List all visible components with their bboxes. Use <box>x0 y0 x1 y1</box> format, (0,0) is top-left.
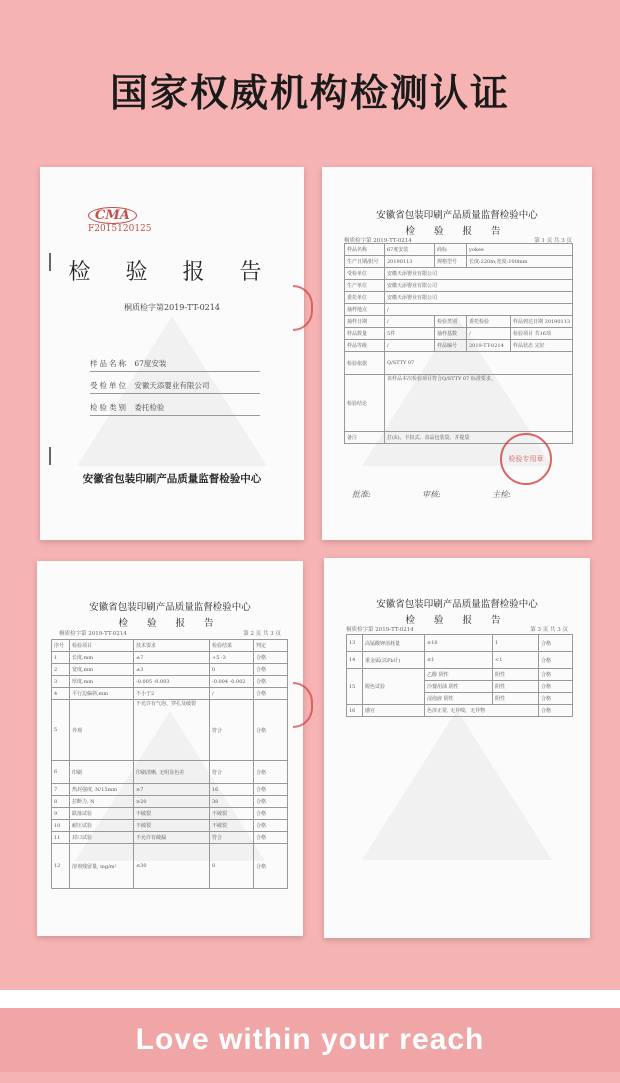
org-title: 安徽省包装印刷产品质量监督检验中心 <box>89 602 251 613</box>
table-cell: 7 <box>52 784 70 796</box>
footer-slogan: Love within your reach <box>135 1023 485 1056</box>
table-cell: 1 <box>493 635 539 652</box>
report-number: 桐质检字第 2019-TT-0214 <box>59 631 127 637</box>
table-row <box>345 328 573 340</box>
footer-banner <box>0 1008 620 1072</box>
report-title: 检 验 报 告 <box>68 260 276 285</box>
table-cell: 12 <box>52 844 70 889</box>
table-cell: 检验依据 <box>345 352 385 375</box>
table-row <box>345 304 573 316</box>
table-cell: 合格 <box>254 761 288 784</box>
table-cell: 样品状态 完好 <box>511 340 573 352</box>
table-cell: 合格 <box>254 652 288 664</box>
table-cell: 宽度,mm <box>70 664 134 676</box>
table-cell: 重金属(以Pb计) <box>363 652 425 669</box>
page-number: 第 2 页 共 3 页 <box>243 631 281 637</box>
table-row <box>345 268 573 280</box>
table-cell: 合格 <box>539 705 573 717</box>
table-cell: 检验类别 <box>435 316 467 328</box>
table-cell: 厚度,mm <box>70 676 134 688</box>
table-cell: 拉断力, N <box>70 796 134 808</box>
table-cell: / <box>385 340 435 352</box>
table-row <box>345 375 573 432</box>
table-cell: 浸泡液 阴性 <box>425 693 493 705</box>
table-cell: 样品名称 <box>345 244 385 256</box>
table-row <box>52 664 288 676</box>
table-cell: 检验项目 共16项 <box>511 328 573 340</box>
table-cell: 乙醇 阴性 <box>425 669 493 681</box>
page-heading: 国家权威机构检测认证 <box>109 71 510 115</box>
table-cell: 抽样地点 <box>345 304 385 316</box>
report-page-1 <box>322 167 592 540</box>
table-cell: 8 <box>210 844 254 889</box>
table-cell: 0 <box>210 664 254 676</box>
table-cell: ≥7 <box>134 784 210 796</box>
report-title: 检 验 报 告 <box>405 615 509 626</box>
table-cell: -0.005 -0.003 <box>134 676 210 688</box>
table-cell: 受检单位 <box>345 268 385 280</box>
table-row <box>52 676 288 688</box>
table-row <box>52 832 288 844</box>
table-cell: 1 <box>52 652 70 664</box>
table-cell: 合格 <box>539 681 573 693</box>
table-cell: 阴性 <box>493 693 539 705</box>
table-cell: / <box>385 316 435 328</box>
table-cell: 14 <box>347 652 363 669</box>
table-cell: 合格 <box>254 700 288 761</box>
seal-edge <box>293 285 313 331</box>
table-cell: 合格 <box>539 669 573 681</box>
table-row <box>347 669 573 681</box>
table-cell: <1 <box>493 652 539 669</box>
table-cell: 16 <box>347 705 363 717</box>
table-cell: 跌落试验 <box>70 808 134 820</box>
report-cover-page <box>40 167 304 540</box>
test-results-table <box>51 639 288 889</box>
table-cell: yokee <box>467 244 573 256</box>
table-cell: 委托单位 <box>345 292 385 304</box>
table-cell: 平行边偏斜,mm <box>70 688 134 700</box>
table-cell: 不破裂 <box>134 820 210 832</box>
table-cell: 5件 <box>385 328 435 340</box>
table-cell: 合格 <box>254 664 288 676</box>
table-cell: 检验结论 <box>345 375 385 432</box>
table-cell: 打(E)、卡扣式、食品包装袋、并提袋 <box>385 432 573 444</box>
table-cell: 样品到达日期 20190113 <box>511 316 573 328</box>
report-title: 检 验 报 告 <box>118 618 222 629</box>
table-row <box>347 652 573 669</box>
table-cell: 印刷清晰, 无明显色差 <box>134 761 210 784</box>
page-number: 第 3 页 共 3 页 <box>530 627 568 633</box>
table-row <box>52 796 288 808</box>
table-row <box>52 700 288 761</box>
table-cell: / <box>385 304 573 316</box>
table-row <box>345 316 573 328</box>
table-cell: 委托检验 <box>467 316 511 328</box>
table-cell: 样品数量 <box>345 328 385 340</box>
table-cell: 20190113 <box>385 256 435 268</box>
table-cell: 合格 <box>254 784 288 796</box>
table-cell: 符合 <box>210 761 254 784</box>
table-cell: 不破裂 <box>210 808 254 820</box>
table-cell: 备注 <box>345 432 385 444</box>
table-cell: 合格 <box>539 693 573 705</box>
table-cell: 10 <box>52 820 70 832</box>
table-cell: 合格 <box>254 832 288 844</box>
table-cell: 该样品本次检验项目符合Q/STTY 07 标准要求。 <box>385 375 573 432</box>
table-cell: 外观 <box>70 700 134 761</box>
table-cell: 不破裂 <box>210 820 254 832</box>
field-sample-name: 样品名称 67度安装 <box>90 358 260 372</box>
table-cell: ≤1 <box>425 652 493 669</box>
inspection-seal: 检验专用章 <box>500 433 552 485</box>
table-cell: 感官 <box>363 705 425 717</box>
table-cell: 5 <box>52 700 70 761</box>
table-cell: ≥20 <box>134 796 210 808</box>
cma-mark <box>88 207 152 234</box>
table-cell: 符合 <box>210 832 254 844</box>
table-row <box>347 705 573 717</box>
table-cell: 合格 <box>254 808 288 820</box>
table-cell: 不允许有破漏 <box>134 832 210 844</box>
table-cell: 规格型号 <box>435 256 467 268</box>
table-cell: 色泽正常, 无异嗅、无异物 <box>425 705 539 717</box>
testing-center-name: 安徽省包装印刷产品质量监督检验中心 <box>82 473 262 485</box>
table-cell: 不破裂 <box>134 808 210 820</box>
table-cell: 检验结果 <box>210 640 254 652</box>
table-cell: 耐压试验 <box>70 820 134 832</box>
report-number: 桐质检字第 2019-TT-0214 <box>344 238 412 244</box>
table-cell: +5 -3 <box>210 652 254 664</box>
table-cell: 合格 <box>254 676 288 688</box>
table-cell: ≤10 <box>425 635 493 652</box>
table-cell: 38 <box>210 796 254 808</box>
table-cell: 序号 <box>52 640 70 652</box>
table-row <box>52 820 288 832</box>
cma-number: F2015120125 <box>88 224 152 234</box>
table-cell: 技术要求 <box>134 640 210 652</box>
table-cell: 合格 <box>254 844 288 889</box>
table-cell: 安徽天添婴业有限公司 <box>385 280 573 292</box>
table-cell: -0.004 -0.002 <box>210 676 254 688</box>
divider-band <box>0 990 620 1008</box>
table-cell: 67度安装 <box>385 244 435 256</box>
table-cell: 高锰酸钾消耗量 <box>363 635 425 652</box>
table-cell: 2019-TT-0214 <box>467 340 511 352</box>
table-cell: 8 <box>52 796 70 808</box>
table-cell: 样品编号 <box>435 340 467 352</box>
table-row <box>345 256 573 268</box>
table-row <box>52 784 288 796</box>
seal-edge <box>293 682 313 728</box>
table-row <box>52 652 288 664</box>
table-cell: Q/STTY 07 <box>385 352 573 375</box>
table-cell: 样品等级 <box>345 340 385 352</box>
table-row <box>345 244 573 256</box>
table-cell: ±3 <box>134 664 210 676</box>
table-row <box>345 340 573 352</box>
table-cell: 2 <box>52 664 70 676</box>
field-inspected-unit: 受检单位 安徽天添婴业有限公司 <box>90 380 260 394</box>
table-cell: 检验项目 <box>70 640 134 652</box>
table-row <box>52 688 288 700</box>
table-row <box>52 761 288 784</box>
table-cell: 长度:220m;宽度:100mm <box>467 256 573 268</box>
table-cell: 溶剂残留量, mg/m² <box>70 844 134 889</box>
report-title: 检 验 报 告 <box>405 226 509 237</box>
table-cell: 符合 <box>210 700 254 761</box>
org-title: 安徽省包装印刷产品质量监督检验中心 <box>376 210 538 221</box>
table-cell: 阴性 <box>493 681 539 693</box>
table-cell: 合格 <box>254 820 288 832</box>
report-page-3 <box>324 558 590 938</box>
table-cell: 16 <box>210 784 254 796</box>
table-cell: 安徽天添婴业有限公司 <box>385 292 573 304</box>
table-cell: 生产日期/批号 <box>345 256 385 268</box>
punch-hole <box>49 447 51 465</box>
table-row <box>52 808 288 820</box>
table-row <box>345 280 573 292</box>
table-cell: 3 <box>52 676 70 688</box>
table-row <box>52 844 288 889</box>
table-cell: 15 <box>347 669 363 705</box>
table-cell: 4 <box>52 688 70 700</box>
table-cell: 长度,mm <box>70 652 134 664</box>
org-title: 安徽省包装印刷产品质量监督检验中心 <box>376 599 538 610</box>
table-cell: 阴性 <box>493 669 539 681</box>
report-info-table <box>344 243 573 444</box>
report-number: 桐质检字第 2019-TT-0214 <box>346 627 414 633</box>
table-cell: 13 <box>347 635 363 652</box>
table-cell: ±7 <box>134 652 210 664</box>
table-cell: 合格 <box>254 688 288 700</box>
page-number: 第 1 页 共 3 页 <box>534 238 572 244</box>
table-cell: 脱色试验 <box>363 669 425 705</box>
table-cell: 合格 <box>539 635 573 652</box>
table-cell: 11 <box>52 832 70 844</box>
table-cell: ≤30 <box>134 844 210 889</box>
table-cell: 6 <box>52 761 70 784</box>
table-cell: 9 <box>52 808 70 820</box>
table-cell: 合格 <box>254 796 288 808</box>
table-header <box>52 640 288 652</box>
table-row <box>345 292 573 304</box>
table-cell: 合格 <box>539 652 573 669</box>
signature-review: 审核: <box>422 490 441 499</box>
table-cell: 判定 <box>254 640 288 652</box>
table-cell: 抽样基数 <box>435 328 467 340</box>
table-cell: 封口试验 <box>70 832 134 844</box>
cma-logo: CMA <box>88 207 137 224</box>
table-cell: 抽样日期 <box>345 316 385 328</box>
table-cell: 印刷 <box>70 761 134 784</box>
table-cell: 安徽天添婴业有限公司 <box>385 268 573 280</box>
field-inspection-type: 检验类别 委托检验 <box>90 402 260 416</box>
table-cell: 不小于2 <box>134 688 210 700</box>
report-page-2 <box>37 561 303 936</box>
table-cell: 不允许有气泡、穿孔及破裂 <box>134 700 210 761</box>
signature-approve: 批准: <box>352 490 371 499</box>
table-cell: 冷餐用油 阴性 <box>425 681 493 693</box>
table-cell: 热封强度, N/15mm <box>70 784 134 796</box>
table-row <box>347 635 573 652</box>
test-results-table <box>346 634 573 717</box>
signature-inspector: 主检: <box>492 490 511 499</box>
table-row <box>345 352 573 375</box>
table-cell: / <box>210 688 254 700</box>
watermark <box>362 710 552 860</box>
table-cell: / <box>467 328 511 340</box>
table-cell: 商标 <box>435 244 467 256</box>
report-number: 桐质检字第2019-TT-0214 <box>124 303 220 312</box>
table-cell: 生产单位 <box>345 280 385 292</box>
